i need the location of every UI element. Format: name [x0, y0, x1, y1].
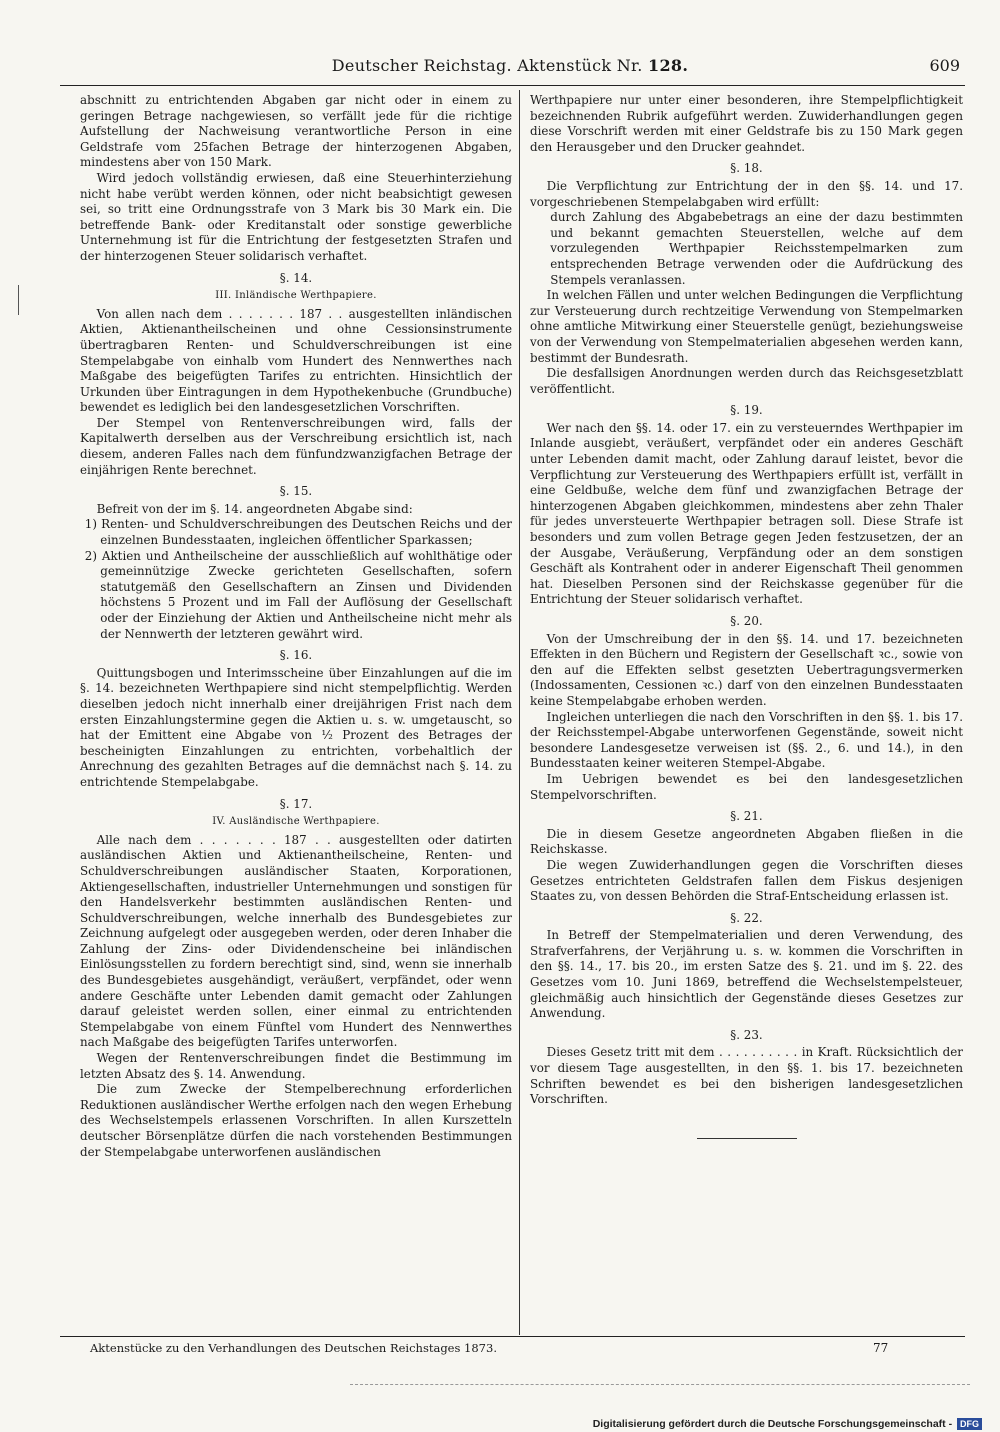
paragraph: Werthpapiere nur unter einer besonderen, ihre Stempelpflichtigkeit bezeichnenden Rubrik aufgeführt werden. Zuwiderhandlungen gegen diese Vorschrift werden mit einer Geldstrafe bis zu 150 Mark gegen den Herausgeber und den Drucker geahndet.	[530, 93, 963, 154]
paragraph: In welchen Fällen und unter welchen Bedingungen die Verpflichtung zur Versteuerung durch rechtzeitige Verwendung von Stempelmarken ohne amtliche Mitwirkung einer Steuerstelle genügt, beziehungsweise von der Verwendung von Stempelmaterialien abgesehen werden kann, bestimmt der Bundesrath.	[530, 288, 963, 365]
running-header	[60, 56, 960, 82]
page-number: 609	[929, 56, 960, 75]
section-heading: §. 15.	[279, 484, 313, 499]
paragraph: Die in diesem Gesetze angeordneten Abgaben fließen in die Reichskasse.	[530, 826, 963, 857]
margin-mark	[18, 285, 19, 315]
enumerated-item: 1) Renten- und Schuldverschreibungen des Deutschen Reichs und der einzelnen Bundesstaaten, ingleichen öffentlicher Sparkassen;	[84, 517, 512, 548]
column-separator	[519, 90, 520, 1335]
paragraph: abschnitt zu entrichtenden Abgaben gar nicht oder in einem zu geringen Betrage nachgewiesen, so verfällt jede für die richtige Aufstellung der Nachweisung verantwortliche Person in eine Geldstrafe vom 25fachen Betrage der hinterzogenen Abgaben, mindestens aber von 150 Mark.	[80, 93, 512, 170]
paragraph: Ingleichen unterliegen die nach den Vorschriften in den §§. 1. bis 17. der Reichsstempel-Abgabe unterworfenen Gegenstände, soweit nicht besondere Landesgesetze verweisen ist (§§. 2., 6. und 14.), in den Bundesstaaten keiner weiteren Stempel-Abgabe.	[530, 709, 963, 771]
section-heading: §. 17.	[279, 796, 313, 811]
paragraph: Wird jedoch vollständig erwiesen, daß eine Steuerhinterziehung nicht habe verübt werden können, oder nicht beabsichtigt gewesen sei, so tritt eine Ordnungsstrafe von 3 Mark bis 30 Mark ein. Die betreffende Bank- oder Kreditanstalt oder sonstige gewerbliche Unternehmung ist für die Entrichtung der festgesetzten Strafen und der hinterzogenen Steuer solidarisch verhaftet.	[80, 170, 512, 263]
indented-paragraph: durch Zahlung des Abgabebetrags an eine der dazu bestimmten und bekannt gemachten Steuerstellen, welche auf dem vorzulegenden Werthpapier Reichsstempelmarken zum entsprechenden Betrage verwenden oder die Aufdrückung des Stempels veranlassen.	[550, 210, 963, 287]
subsection-heading: III. Inländische Werthpapiere.	[215, 290, 377, 302]
paragraph: Die zum Zwecke der Stempelberechnung erforderlichen Reduktionen ausländischer Werthe erfolgen nach den wegen Erhebung des Wechselstempels erlassenen Vorschriften. In allen Kurszetteln deutscher Börsenplätze dürfen die nach vorstehenden Bestimmungen der Stempelabgabe unterworfenen ausländischen	[80, 1082, 512, 1159]
section-heading: §. 16.	[279, 648, 313, 663]
paragraph: Befreit von der im §. 14. angeordneten Abgabe sind:	[96, 501, 413, 516]
paragraph: In Betreff der Stempelmaterialien und deren Verwendung, des Strafverfahrens, der Verjährung u. s. w. kommen die Vorschriften in den §§. 14., 17. bis 20., im ersten Satze des §. 21. und im §. 22. des Gesetzes vom 10. Juni 1869, betreffend die Wechselstempelsteuer, gleichmäßig auch hinsichtlich der Gegenstände dieses Gesetzes zur Anwendung.	[530, 928, 963, 1021]
paragraph: Von der Umschreibung der in den §§. 14. und 17. bezeichneten Effekten in den Büchern und Registern der Gesellschaft ꝛc., sowie von den auf die Effekten selbst gesetzten Uebertragungsvermerken (Indossamenten, Cessionen ꝛc.) darf von den einzelnen Bundesstaaten keine Stempelabgabe erhoben werden.	[530, 631, 963, 708]
header-title-prefix: Deutscher Reichstag. Aktenstück Nr.	[331, 56, 649, 75]
credit-text: Digitalisierung gefördert durch die Deutsche Forschungsgemeinschaft -	[592, 1418, 953, 1430]
footer-source: Aktenstücke zu den Verhandlungen des Deutschen Reichstages 1873.	[90, 1341, 497, 1355]
section-heading: §. 22.	[730, 910, 763, 925]
enumerated-item: 2) Aktien und Antheilscheine der ausschließlich auf wohlthätige oder gemeinnützige Zwecke gerichteten Gesellschaften, sofern statutgemäß den Gesellschaftern an Zinsen und Dividenden höchstens 5 Prozent und im Fall der Auflösung der Gesellschaft oder der Einziehung der Aktien und Antheilscheine nicht mehr als der Nennwerth der letzteren gewährt wird.	[84, 548, 512, 641]
paragraph: Quittungsbogen und Interimsscheine über Einzahlungen auf die im §. 14. bezeichneten Werthpapiere sind nicht stempelpflichtig. Werden dieselben jedoch nicht innerhalb einer dreijährigen Frist nach dem ersten Einzahlungstermine gegen die Aktien u. s. w. umgetauscht, so hat der Emittent eine Abgabe von ⅟₂ Prozent des Betrages der bescheinigten Einzahlungen zu entrichten, vorbehaltlich der Anrechnung des gezahlten Betrages auf die demnächst nach §. 14. zu entrichtende Stempelabgabe.	[80, 665, 512, 789]
section-heading: §. 21.	[730, 809, 763, 824]
digitization-credit	[593, 1418, 982, 1430]
left-column	[80, 93, 512, 1160]
paragraph: Wer nach den §§. 14. oder 17. ein zu versteuerndes Werthpapier im Inlande ausgiebt, veräußert, verpfändet oder ein anderes Geschäft unter Lebenden damit macht, oder Zahlung darauf leistet, bevor die Verpflichtung zur Versteuerung des Werthpapiers erfüllt ist, verfällt in eine Geldbuße, welche dem fünf und zwanzigfachen Betrage der hinterzogenen Abgaben gleichkommen, mindestens aber zehn Thaler für jedes unversteuerte Werthpapier betragen soll. Diese Strafe ist besonders und zum vollen Betrage gegen Jeden festzusetzen, der an der Ausgabe, Veräußerung, Verpfändung oder an dem sonstigen Geschäft als Kontrahent oder in anderer Eigenschaft Theil genommen hat. Dieselben Personen sind der Reichskasse gegenüber für die Entrichtung der Steuer solidarisch verhaftet.	[530, 420, 963, 607]
section-heading: §. 19.	[730, 403, 763, 418]
paragraph: Alle nach dem . . . . . . . 187 . . ausgestellten oder datirten ausländischen Aktien und Aktienantheilscheine, Renten- und Schuldverschreibungen ausländischer Staaten, Korporationen, Aktiengesellschaften, industrieller Unternehmungen und sonstigen für den Handelsverkehr bestimmten ausländischen Renten- und Schuldverschreibungen, welche innerhalb des Bundesgebietes zur Zeichnung aufgelegt oder ausgegeben werden, oder deren Inhaber die Zahlung der Zins- oder Dividendenscheine bei inländischen Einlösungsstellen zu fordern berechtigt sind, sind, wenn sie innerhalb des Bundesgebietes ausgehändigt, veräußert, verpfändet, oder wenn andere Geschäfte unter Lebenden damit gemacht oder Zahlungen darauf geleistet werden sollen, einer einmal zu entrichtenden Stempelabgabe von einem Fünftel vom Hundert des Nennwerthes nach Maßgabe des beigefügten Tarifes unterworfen.	[80, 832, 512, 1050]
end-rule	[697, 1138, 797, 1139]
paragraph: Dieses Gesetz tritt mit dem . . . . . . . . . . in Kraft. Rücksichtlich der vor diesem Tage ausgestellten, in den §§. 1. bis 17. bezeichneten Schriften bewendet es bei den bisherigen landesgesetzlichen Vorschriften.	[530, 1045, 963, 1107]
right-column	[530, 93, 963, 1139]
paragraph: Die Verpflichtung zur Entrichtung der in den §§. 14. und 17. vorgeschriebenen Stempelabgaben wird erfüllt:	[530, 178, 963, 209]
dfg-logo: DFG	[957, 1418, 982, 1430]
paragraph: Im Uebrigen bewendet es bei den landesgesetzlichen Stempelvorschriften.	[530, 771, 963, 802]
header-title	[60, 56, 960, 75]
section-heading: §. 18.	[730, 161, 763, 176]
section-heading: §. 23.	[730, 1027, 763, 1042]
section-heading: §. 20.	[730, 614, 763, 628]
paragraph: Die wegen Zuwiderhandlungen gegen die Vorschriften dieses Gesetzes entrichteten Geldstrafen fallen dem Fiskus desjenigen Staates zu, von dessen Behörden die Straf-Entscheidung erlassen ist.	[530, 857, 963, 904]
paragraph: Von allen nach dem . . . . . . . 187 . . ausgestellten inländischen Aktien, Aktienantheilscheinen und ohne Cessionsinstrumente übertragbaren Renten- und Schuldverschreibungen ist eine Stempelabgabe von einhalb vom Hundert des Nennwerthes nach Maßgabe des beigefügten Tarifes zu entrichten. Hinsichtlich der Urkunden über Eintragungen in dem Hypothekenbuche (Grundbuche) bewendet es lediglich bei den landesgesetzlichen Vorschriften.	[80, 306, 512, 415]
paragraph: Wegen der Rentenverschreibungen findet die Bestimmung im letzten Absatz des §. 14. Anwendung.	[80, 1051, 512, 1081]
header-rule	[60, 85, 965, 86]
paragraph: Die desfallsigen Anordnungen werden durch das Reichsgesetzblatt veröffentlicht.	[530, 366, 963, 396]
paragraph: Der Stempel von Rentenverschreibungen wird, falls der Kapitalwerth derselben aus der Verschreibung ersichtlich ist, nach diesem, anderen Falles nach dem fünfundzwanzigfachen Betrage der einjährigen Rente berechnet.	[80, 415, 512, 477]
section-heading: §. 14.	[279, 270, 313, 285]
scan-divider	[350, 1384, 970, 1385]
footer-rule	[60, 1336, 965, 1337]
footer-sheet-number: 77	[873, 1341, 889, 1355]
document-number: 128.	[648, 56, 689, 75]
subsection-heading: IV. Ausländische Werthpapiere.	[212, 816, 380, 828]
